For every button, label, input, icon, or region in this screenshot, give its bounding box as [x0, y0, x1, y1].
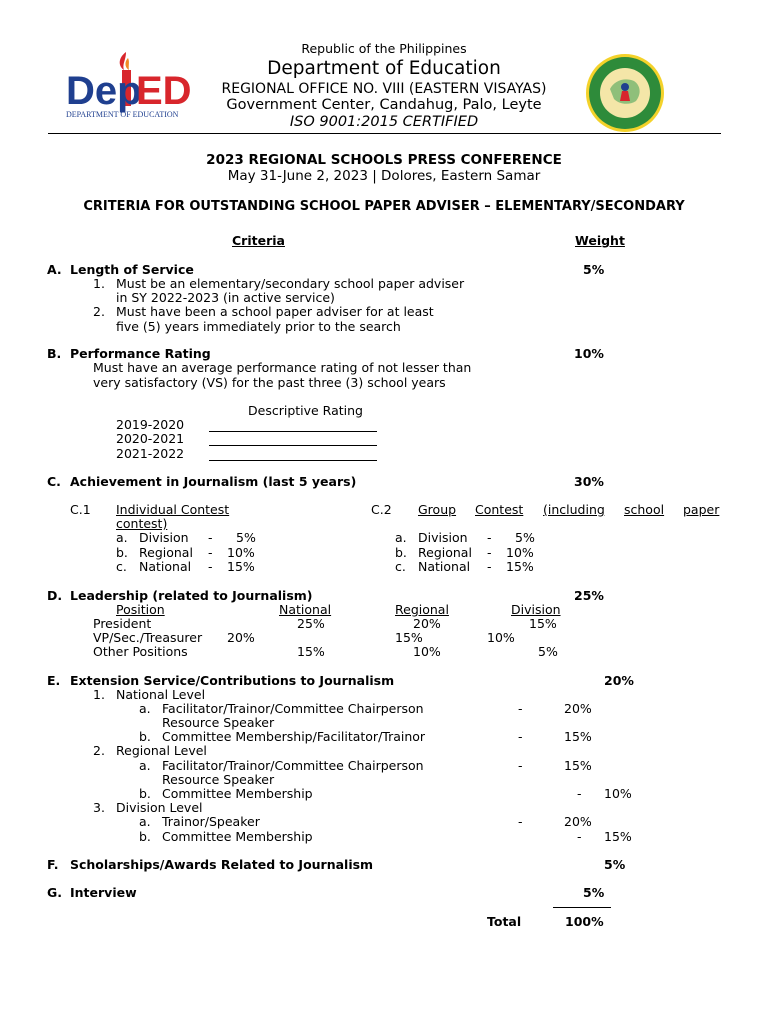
event-title: 2023 REGIONAL SCHOOLS PRESS CONFERENCE	[206, 152, 562, 168]
section-f-title: Scholarships/Awards Related to Journalism	[70, 857, 374, 872]
d-row-1-regional: 20%	[413, 616, 441, 631]
e-division-name: Division Level	[116, 800, 203, 815]
c2-word-1: Group	[418, 502, 457, 517]
c2-word-5: paper	[683, 502, 720, 517]
e-national-a-text2: Resource Speaker	[162, 715, 275, 730]
e-regional-b-letter: b.	[139, 786, 151, 801]
d-row-3-national: 15%	[297, 644, 325, 659]
e-national-a-pct: 20%	[564, 701, 592, 716]
a-item-1-line2: in SY 2022-2023 (in active service)	[116, 290, 335, 305]
section-g-label: G.	[47, 885, 63, 900]
iso-certification: ISO 9001:2015 CERTIFIED	[289, 114, 479, 130]
d-header-regional: Regional	[395, 602, 449, 617]
department-title: Department of Education	[267, 58, 501, 79]
a-item-2-line2: five (5) years immediately prior to the search	[116, 319, 401, 334]
c1-level-a-name: Division	[139, 530, 189, 545]
c1-level-b-letter: b.	[116, 545, 128, 560]
e-regional-b-dash: -	[577, 786, 582, 801]
section-e-weight: 20%	[604, 673, 634, 688]
section-d-label: D.	[47, 588, 63, 603]
rating-blank-3	[209, 460, 377, 461]
section-d-title: Leadership (related to Journalism)	[70, 588, 313, 603]
c2-level-a-name: Division	[418, 530, 468, 545]
c1-level-b-dash: -	[208, 545, 213, 560]
d-header-national: National	[279, 602, 332, 617]
e-regional-name: Regional Level	[116, 743, 207, 758]
c2-level-a-letter: a.	[395, 530, 407, 545]
document-title: CRITERIA FOR OUTSTANDING SCHOOL PAPER ADVISER – ELEMENTARY/SECONDARY	[83, 199, 685, 214]
e-regional-b-text: Committee Membership	[162, 786, 313, 801]
a-item-2-line1: Must have been a school paper adviser for at least	[116, 304, 434, 319]
rating-year-1: 2019-2020	[116, 417, 185, 432]
c2-code: C.2	[371, 502, 392, 517]
e-division-b-letter: b.	[139, 829, 151, 844]
criteria-column-header: Criteria	[232, 233, 285, 248]
svg-text:Dep: Dep	[66, 69, 142, 113]
d-row-2-regional: 15%	[395, 630, 423, 645]
regional-office: REGIONAL OFFICE NO. VIII (EASTERN VISAYAS)	[221, 81, 547, 97]
a-item-1-number: 1.	[93, 276, 105, 291]
e-division-b-dash: -	[577, 829, 582, 844]
section-b-title: Performance Rating	[70, 346, 211, 361]
e-national-b-text: Committee Membership/Facilitator/Trainor	[162, 729, 426, 744]
republic-label: Republic of the Philippines	[301, 41, 467, 56]
section-e-label: E.	[47, 673, 61, 688]
e-national-name: National Level	[116, 687, 206, 702]
section-g-weight: 5%	[583, 885, 605, 900]
e-national-a-letter: a.	[139, 701, 151, 716]
c1-level-a-dash: -	[208, 530, 213, 545]
c2-word-3: (including	[543, 502, 605, 517]
c1-level-a-pct: 5%	[236, 530, 256, 545]
total-rule	[553, 907, 611, 908]
header-divider	[48, 133, 721, 134]
c1-level-b-pct: 10%	[227, 545, 255, 560]
section-b-weight: 10%	[574, 346, 604, 361]
d-row-1-division: 15%	[529, 616, 557, 631]
section-c-weight: 30%	[574, 474, 604, 489]
c1-title: Individual Contest	[116, 502, 230, 517]
c1-code: C.1	[70, 502, 91, 517]
rating-blank-2	[209, 445, 377, 446]
b-description-line1: Must have an average performance rating of not lesser than	[93, 360, 472, 375]
e-division-a-pct: 20%	[564, 814, 592, 829]
d-row-2-division: 10%	[487, 630, 515, 645]
svg-text:ED: ED	[136, 69, 192, 113]
rating-year-2: 2020-2021	[116, 431, 185, 446]
e-regional-a-text2: Resource Speaker	[162, 772, 275, 787]
total-value: 100%	[565, 914, 604, 929]
e-regional-a-letter: a.	[139, 758, 151, 773]
e-national-b-pct: 15%	[564, 729, 592, 744]
regional-seal	[584, 53, 666, 133]
d-row-3-division: 5%	[538, 644, 558, 659]
event-subtitle: May 31-June 2, 2023 | Dolores, Eastern Samar	[227, 168, 541, 184]
a-item-1-line1: Must be an elementary/secondary school paper adviser	[116, 276, 465, 291]
c1-level-c-name: National	[139, 559, 192, 574]
section-f-label: F.	[47, 857, 59, 872]
c1-level-b-name: Regional	[139, 545, 193, 560]
c2-title-continued: contest)	[116, 516, 168, 531]
total-label: Total	[487, 914, 522, 929]
e-division-a-letter: a.	[139, 814, 151, 829]
e-division-a-dash: -	[518, 814, 523, 829]
section-c-title: Achievement in Journalism (last 5 years)	[70, 474, 357, 489]
c2-word-4: school	[624, 502, 665, 517]
section-g-title: Interview	[70, 885, 137, 900]
c2-level-c-letter: c.	[395, 559, 406, 574]
e-regional-a-dash: -	[518, 758, 523, 773]
b-description-line2: very satisfactory (VS) for the past three (3) school years	[93, 375, 446, 390]
c2-level-a-pct: 5%	[515, 530, 535, 545]
section-e-title: Extension Service/Contributions to Journalism	[70, 673, 395, 688]
e-regional-number: 2.	[93, 743, 105, 758]
c1-level-c-dash: -	[208, 559, 213, 574]
c1-level-c-pct: 15%	[227, 559, 255, 574]
e-regional-a-text: Facilitator/Trainor/Committee Chairperson	[162, 758, 424, 773]
c2-level-b-pct: 10%	[506, 545, 534, 560]
section-c-label: C.	[47, 474, 61, 489]
c2-level-c-dash: -	[487, 559, 492, 574]
e-division-b-text: Committee Membership	[162, 829, 313, 844]
e-national-a-dash: -	[518, 701, 523, 716]
section-a-label: A.	[47, 262, 62, 277]
c2-level-b-name: Regional	[418, 545, 472, 560]
c1-level-a-letter: a.	[116, 530, 128, 545]
section-f-weight: 5%	[604, 857, 626, 872]
c2-level-c-pct: 15%	[506, 559, 534, 574]
section-a-title: Length of Service	[70, 262, 194, 277]
d-header-position: Position	[116, 602, 165, 617]
section-a-weight: 5%	[583, 262, 605, 277]
c2-level-b-letter: b.	[395, 545, 407, 560]
d-row-3-regional: 10%	[413, 644, 441, 659]
c2-level-a-dash: -	[487, 530, 492, 545]
d-row-3-position: Other Positions	[93, 644, 188, 659]
section-d-weight: 25%	[574, 588, 604, 603]
d-row-2-position: VP/Sec./Treasurer	[93, 630, 203, 645]
e-division-a-text: Trainor/Speaker	[162, 814, 260, 829]
a-item-2-number: 2.	[93, 304, 105, 319]
d-header-division: Division	[511, 602, 561, 617]
c2-word-2: Contest	[475, 502, 524, 517]
address: Government Center, Candahug, Palo, Leyte	[226, 97, 542, 113]
c2-level-c-name: National	[418, 559, 471, 574]
d-row-2-national: 20%	[227, 630, 255, 645]
section-b-label: B.	[47, 346, 62, 361]
weight-column-header: Weight	[575, 233, 625, 248]
e-national-b-letter: b.	[139, 729, 151, 744]
e-national-b-dash: -	[518, 729, 523, 744]
e-division-b-pct: 15%	[604, 829, 632, 844]
e-regional-b-pct: 10%	[604, 786, 632, 801]
e-national-a-text: Facilitator/Trainor/Committee Chairperson	[162, 701, 424, 716]
d-row-1-position: President	[93, 616, 152, 631]
c1-level-c-letter: c.	[116, 559, 127, 574]
descriptive-rating-header: Descriptive Rating	[248, 403, 363, 418]
e-division-number: 3.	[93, 800, 105, 815]
rating-year-3: 2021-2022	[116, 446, 185, 461]
d-row-1-national: 25%	[297, 616, 325, 631]
svg-text:DEPARTMENT OF EDUCATION: DEPARTMENT OF EDUCATION	[66, 110, 179, 119]
e-regional-a-pct: 15%	[564, 758, 592, 773]
rating-blank-1	[209, 431, 377, 432]
c2-level-b-dash: -	[487, 545, 492, 560]
e-national-number: 1.	[93, 687, 105, 702]
